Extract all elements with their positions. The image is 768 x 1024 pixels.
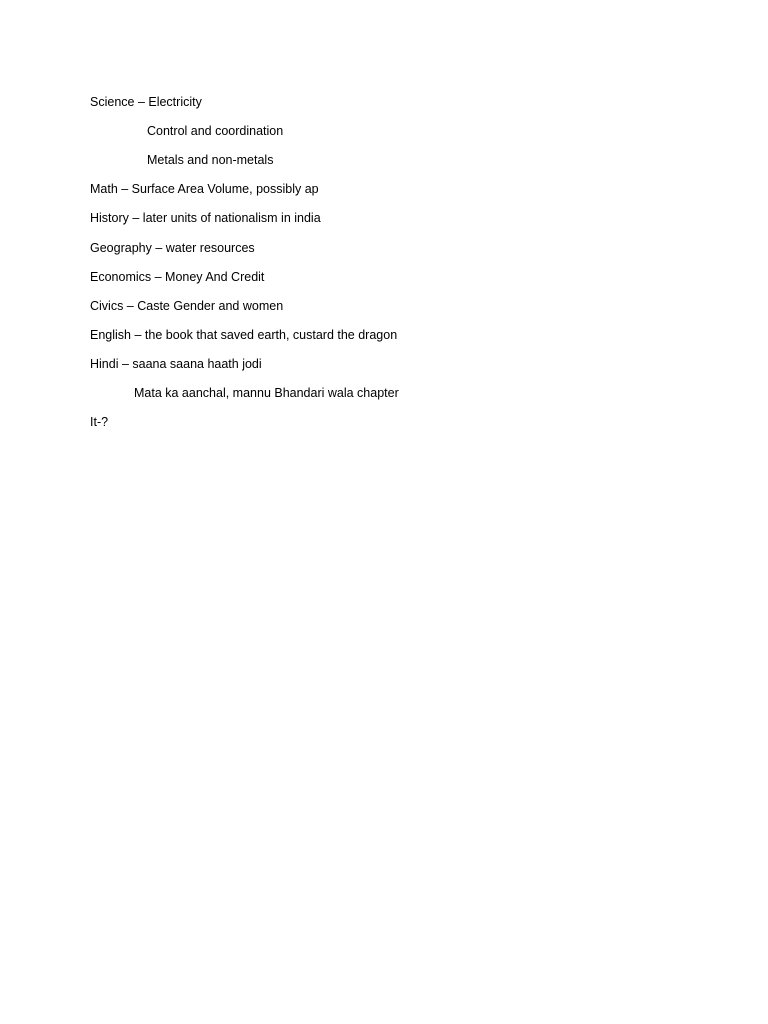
subject-line-economics: Economics – Money And Credit bbox=[90, 270, 265, 284]
subject-line-english: English – the book that saved earth, custard the dragon bbox=[90, 328, 398, 342]
subject-line-history: History – later units of nationalism in india bbox=[90, 211, 321, 225]
subject-line-hindi: Hindi – saana saana haath jodi bbox=[90, 357, 262, 371]
hindi-topic-mata: Mata ka aanchal, mannu Bhandari wala chapter bbox=[134, 386, 399, 400]
subject-line-math: Math – Surface Area Volume, possibly ap bbox=[90, 182, 319, 196]
science-topic-metals: Metals and non-metals bbox=[147, 153, 274, 167]
subject-line-it: It-? bbox=[90, 415, 109, 429]
subject-line-civics: Civics – Caste Gender and women bbox=[90, 299, 284, 313]
science-topic-control: Control and coordination bbox=[147, 124, 284, 138]
subject-line-science: Science – Electricity bbox=[90, 95, 202, 109]
subject-line-geography: Geography – water resources bbox=[90, 241, 255, 255]
